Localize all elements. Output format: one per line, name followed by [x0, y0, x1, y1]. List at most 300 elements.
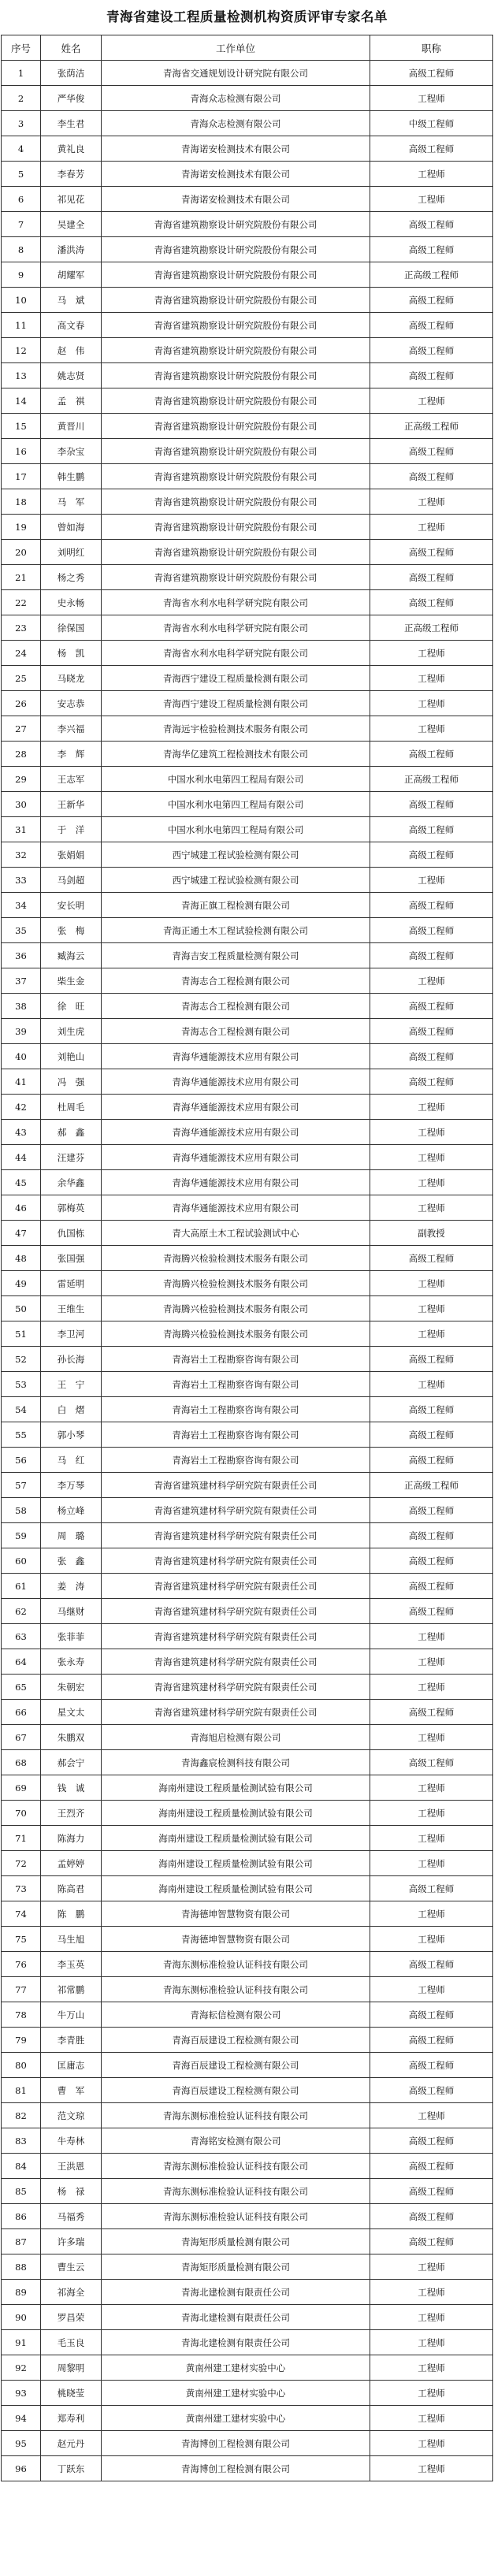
table-row: [2, 2456, 493, 2481]
cell-name: 姚志贤: [41, 363, 102, 388]
document-title: 青海省建设工程质量检测机构资质评审专家名单: [106, 9, 388, 24]
cell-name: 陈 鹏: [41, 1901, 102, 1927]
table-row: [2, 918, 493, 943]
cell-title: 高级工程师: [370, 1574, 493, 1599]
header-title: 职称: [370, 35, 493, 61]
cell-employer: 青海腾兴检验检测技术服务有限公司: [102, 1296, 370, 1321]
cell-title: 高级工程师: [370, 1750, 493, 1775]
table-row: [2, 641, 493, 666]
cell-employer: 青海省建筑勘察设计研究院股份有限公司: [102, 212, 370, 237]
cell-title: 高级工程师: [370, 464, 493, 489]
cell-index: 87: [2, 2229, 41, 2254]
table-row: [2, 1649, 493, 1675]
cell-title: 高级工程师: [370, 2179, 493, 2204]
cell-name: 吴建全: [41, 212, 102, 237]
cell-name: 郭梅英: [41, 1195, 102, 1221]
cell-index: 42: [2, 1095, 41, 1120]
cell-name: 马剑超: [41, 868, 102, 893]
cell-name: 李青胜: [41, 2028, 102, 2053]
table-row: [2, 1675, 493, 1700]
cell-employer: 青海华通能源技术应用有限公司: [102, 1145, 370, 1170]
cell-name: 马生旭: [41, 1927, 102, 1952]
table-row: [2, 1145, 493, 1170]
cell-title: 高级工程师: [370, 918, 493, 943]
cell-index: 1: [2, 61, 41, 86]
cell-name: 安长明: [41, 893, 102, 918]
cell-index: 14: [2, 388, 41, 414]
cell-employer: 青海诺安检测技术有限公司: [102, 162, 370, 187]
cell-title: 工程师: [370, 1372, 493, 1397]
table-row: [2, 1448, 493, 1473]
table-header-row: [2, 35, 493, 61]
table-row: [2, 2406, 493, 2431]
cell-index: 22: [2, 590, 41, 615]
cell-employer: 中国水利水电第四工程局有限公司: [102, 767, 370, 792]
cell-title: 高级工程师: [370, 817, 493, 842]
cell-title: 工程师: [370, 641, 493, 666]
table-row: [2, 2254, 493, 2280]
cell-index: 57: [2, 1473, 41, 1498]
cell-index: 12: [2, 338, 41, 363]
cell-title: 工程师: [370, 1095, 493, 1120]
cell-name: 朱鹏双: [41, 1725, 102, 1750]
table-row: [2, 1095, 493, 1120]
table-row: [2, 2381, 493, 2406]
cell-index: 95: [2, 2431, 41, 2456]
cell-name: 范文琼: [41, 2103, 102, 2128]
cell-index: 11: [2, 313, 41, 338]
cell-employer: 青海省水利水电科学研究院有限公司: [102, 641, 370, 666]
cell-index: 90: [2, 2305, 41, 2330]
cell-name: 罗昌荣: [41, 2305, 102, 2330]
cell-name: 史永畅: [41, 590, 102, 615]
cell-title: 高级工程师: [370, 1498, 493, 1523]
cell-title: 工程师: [370, 1901, 493, 1927]
cell-index: 52: [2, 1347, 41, 1372]
table-row: [2, 615, 493, 641]
cell-title: 工程师: [370, 1675, 493, 1700]
cell-index: 66: [2, 1700, 41, 1725]
cell-title: 工程师: [370, 2330, 493, 2355]
cell-name: 钱 诚: [41, 1775, 102, 1801]
cell-name: 祁常鹏: [41, 1977, 102, 2002]
cell-name: 杜周毛: [41, 1095, 102, 1120]
cell-name: 陈海力: [41, 1826, 102, 1851]
table-row: [2, 1372, 493, 1397]
cell-title: 工程师: [370, 2280, 493, 2305]
cell-name: 曹生云: [41, 2254, 102, 2280]
cell-title: 高级工程师: [370, 1044, 493, 1069]
cell-employer: 青海腾兴检验检测技术服务有限公司: [102, 1271, 370, 1296]
cell-title: 正高级工程师: [370, 1473, 493, 1498]
cell-index: 75: [2, 1927, 41, 1952]
cell-employer: 青海华通能源技术应用有限公司: [102, 1195, 370, 1221]
cell-index: 10: [2, 288, 41, 313]
cell-index: 35: [2, 918, 41, 943]
cell-index: 29: [2, 767, 41, 792]
cell-title: 正高级工程师: [370, 615, 493, 641]
table-row: [2, 1296, 493, 1321]
cell-index: 32: [2, 842, 41, 868]
table-row: [2, 1246, 493, 1271]
cell-name: 王烈齐: [41, 1801, 102, 1826]
cell-title: 工程师: [370, 86, 493, 111]
table-row: [2, 187, 493, 212]
table-row: [2, 489, 493, 515]
table-row: [2, 1927, 493, 1952]
cell-title: 高级工程师: [370, 61, 493, 86]
cell-name: 张菲菲: [41, 1624, 102, 1649]
cell-employer: 青海省建筑建材科学研究院有限责任公司: [102, 1675, 370, 1700]
cell-index: 81: [2, 2078, 41, 2103]
cell-name: 张国强: [41, 1246, 102, 1271]
cell-name: 赵 伟: [41, 338, 102, 363]
cell-title: 工程师: [370, 1801, 493, 1826]
cell-name: 郭小琴: [41, 1422, 102, 1448]
cell-title: 高级工程师: [370, 1019, 493, 1044]
cell-title: 高级工程师: [370, 1347, 493, 1372]
cell-index: 73: [2, 1876, 41, 1901]
cell-index: 77: [2, 1977, 41, 2002]
cell-title: 副教授: [370, 1221, 493, 1246]
cell-title: 高级工程师: [370, 2229, 493, 2254]
cell-title: 正高级工程师: [370, 414, 493, 439]
table-row: [2, 2431, 493, 2456]
table-row: [2, 1523, 493, 1548]
cell-name: 曹 军: [41, 2078, 102, 2103]
cell-title: 工程师: [370, 1624, 493, 1649]
cell-title: 高级工程师: [370, 1246, 493, 1271]
cell-index: 70: [2, 1801, 41, 1826]
cell-employer: 青海省建筑勘察设计研究院股份有限公司: [102, 262, 370, 288]
cell-employer: 青海省建筑建材科学研究院有限责任公司: [102, 1649, 370, 1675]
cell-employer: 青海东测标准检验认证科技有限公司: [102, 2103, 370, 2128]
cell-employer: 青海省建筑建材科学研究院有限责任公司: [102, 1523, 370, 1548]
table-row: [2, 1624, 493, 1649]
cell-title: 工程师: [370, 2254, 493, 2280]
cell-title: 高级工程师: [370, 237, 493, 262]
cell-employer: 青海华亿建筑工程检测技术有限公司: [102, 742, 370, 767]
cell-title: 工程师: [370, 2103, 493, 2128]
cell-title: 高级工程师: [370, 994, 493, 1019]
cell-name: 李生君: [41, 111, 102, 136]
cell-title: 工程师: [370, 2381, 493, 2406]
table-row: [2, 1195, 493, 1221]
cell-name: 郝会宁: [41, 1750, 102, 1775]
cell-index: 58: [2, 1498, 41, 1523]
cell-index: 43: [2, 1120, 41, 1145]
cell-title: 高级工程师: [370, 1523, 493, 1548]
cell-index: 41: [2, 1069, 41, 1095]
cell-title: 工程师: [370, 1271, 493, 1296]
table-row: [2, 1599, 493, 1624]
cell-name: 祁海全: [41, 2280, 102, 2305]
table-row: [2, 86, 493, 111]
cell-name: 李杂宝: [41, 439, 102, 464]
table-row: [2, 2204, 493, 2229]
table-row: [2, 162, 493, 187]
cell-employer: 青海旭启检测有限公司: [102, 1725, 370, 1750]
cell-employer: 青海东测标准检验认证科技有限公司: [102, 2154, 370, 2179]
table-row: [2, 338, 493, 363]
table-row: [2, 968, 493, 994]
cell-index: 88: [2, 2254, 41, 2280]
cell-index: 7: [2, 212, 41, 237]
cell-title: 高级工程师: [370, 792, 493, 817]
table-row: [2, 1876, 493, 1901]
cell-employer: 中国水利水电第四工程局有限公司: [102, 817, 370, 842]
cell-name: 王 宁: [41, 1372, 102, 1397]
cell-name: 祁见花: [41, 187, 102, 212]
cell-employer: 青海东测标准检验认证科技有限公司: [102, 1952, 370, 1977]
cell-title: 高级工程师: [370, 1069, 493, 1095]
cell-name: 星文太: [41, 1700, 102, 1725]
cell-employer: 青海华通能源技术应用有限公司: [102, 1120, 370, 1145]
cell-name: 王新华: [41, 792, 102, 817]
cell-title: 工程师: [370, 489, 493, 515]
table-row: [2, 1952, 493, 1977]
table-row: [2, 1397, 493, 1422]
cell-employer: 青海省建筑建材科学研究院有限责任公司: [102, 1624, 370, 1649]
cell-title: 高级工程师: [370, 2028, 493, 2053]
cell-title: 工程师: [370, 515, 493, 540]
table-row: [2, 439, 493, 464]
cell-name: 郝 鑫: [41, 1120, 102, 1145]
cell-employer: 青海省建筑勘察设计研究院股份有限公司: [102, 489, 370, 515]
cell-name: 马 红: [41, 1448, 102, 1473]
cell-title: 工程师: [370, 187, 493, 212]
cell-name: 杨立峰: [41, 1498, 102, 1523]
cell-title: 工程师: [370, 162, 493, 187]
cell-employer: 青海诺安检测技术有限公司: [102, 187, 370, 212]
cell-name: 李万琴: [41, 1473, 102, 1498]
cell-employer: 青海东测标准检验认证科技有限公司: [102, 2179, 370, 2204]
table-row: [2, 540, 493, 565]
cell-name: 李玉英: [41, 1952, 102, 1977]
cell-employer: 青海远宇检验检测技术服务有限公司: [102, 716, 370, 742]
table-row: [2, 1120, 493, 1145]
table-row: [2, 136, 493, 162]
cell-title: 正高级工程师: [370, 262, 493, 288]
cell-employer: 青海华通能源技术应用有限公司: [102, 1069, 370, 1095]
cell-name: 许多瑞: [41, 2229, 102, 2254]
table-row: [2, 565, 493, 590]
cell-index: 82: [2, 2103, 41, 2128]
cell-employer: 青海东测标准检验认证科技有限公司: [102, 2204, 370, 2229]
cell-index: 78: [2, 2002, 41, 2028]
table-row: [2, 1069, 493, 1095]
cell-index: 83: [2, 2128, 41, 2154]
cell-index: 71: [2, 1826, 41, 1851]
cell-name: 赵元丹: [41, 2431, 102, 2456]
table-row: [2, 2229, 493, 2254]
cell-index: 27: [2, 716, 41, 742]
cell-employer: 青海省建筑勘察设计研究院股份有限公司: [102, 540, 370, 565]
cell-title: 工程师: [370, 868, 493, 893]
cell-employer: 青海华通能源技术应用有限公司: [102, 1044, 370, 1069]
cell-name: 韩生鹏: [41, 464, 102, 489]
cell-title: 工程师: [370, 1649, 493, 1675]
table-row: [2, 842, 493, 868]
cell-name: 马晓龙: [41, 666, 102, 691]
table-row: [2, 1826, 493, 1851]
header-name: 姓名: [41, 35, 102, 61]
cell-index: 59: [2, 1523, 41, 1548]
cell-name: 安志恭: [41, 691, 102, 716]
cell-title: 高级工程师: [370, 742, 493, 767]
cell-employer: 青海省建筑建材科学研究院有限责任公司: [102, 1599, 370, 1624]
cell-index: 30: [2, 792, 41, 817]
cell-name: 余华鑫: [41, 1170, 102, 1195]
cell-employer: 青海耘信检测有限公司: [102, 2002, 370, 2028]
cell-name: 马 斌: [41, 288, 102, 313]
cell-title: 工程师: [370, 2456, 493, 2481]
table-row: [2, 994, 493, 1019]
cell-title: 工程师: [370, 1145, 493, 1170]
table-row: [2, 1977, 493, 2002]
cell-name: 刘明红: [41, 540, 102, 565]
cell-title: 高级工程师: [370, 2204, 493, 2229]
cell-employer: 青海德坤智慧物资有限公司: [102, 1927, 370, 1952]
cell-title: 高级工程师: [370, 2002, 493, 2028]
cell-employer: 青海岩土工程勘察咨询有限公司: [102, 1448, 370, 1473]
cell-name: 毛玉良: [41, 2330, 102, 2355]
cell-employer: 海南州建设工程质量检测试验有限公司: [102, 1826, 370, 1851]
table-row: [2, 2078, 493, 2103]
cell-index: 33: [2, 868, 41, 893]
cell-title: 高级工程师: [370, 1876, 493, 1901]
cell-name: 杨 禄: [41, 2179, 102, 2204]
table-row: [2, 1700, 493, 1725]
cell-index: 86: [2, 2204, 41, 2229]
cell-title: 正高级工程师: [370, 767, 493, 792]
table-row: [2, 288, 493, 313]
table-row: [2, 111, 493, 136]
cell-employer: 青大高原土木工程试验测试中心: [102, 1221, 370, 1246]
cell-name: 李春芳: [41, 162, 102, 187]
cell-index: 2: [2, 86, 41, 111]
table-row: [2, 2128, 493, 2154]
cell-index: 47: [2, 1221, 41, 1246]
cell-title: 工程师: [370, 1775, 493, 1801]
cell-title: 高级工程师: [370, 893, 493, 918]
cell-index: 18: [2, 489, 41, 515]
cell-title: 工程师: [370, 1120, 493, 1145]
cell-employer: 青海省水利水电科学研究院有限公司: [102, 615, 370, 641]
cell-employer: 青海省建筑建材科学研究院有限责任公司: [102, 1548, 370, 1574]
table-row: [2, 515, 493, 540]
cell-index: 80: [2, 2053, 41, 2078]
cell-employer: 黄南州建工建材实验中心: [102, 2355, 370, 2381]
cell-index: 49: [2, 1271, 41, 1296]
table-row: [2, 2305, 493, 2330]
table-row: [2, 1775, 493, 1801]
cell-name: 刘艳山: [41, 1044, 102, 1069]
table-row: [2, 2103, 493, 2128]
cell-employer: 青海省交通规划设计研究院有限公司: [102, 61, 370, 86]
cell-index: 55: [2, 1422, 41, 1448]
cell-employer: 青海北建检测有限责任公司: [102, 2280, 370, 2305]
table-row: [2, 1019, 493, 1044]
table-row: [2, 1221, 493, 1246]
table-row: [2, 792, 493, 817]
cell-title: 工程师: [370, 691, 493, 716]
cell-index: 38: [2, 994, 41, 1019]
cell-index: 21: [2, 565, 41, 590]
cell-index: 39: [2, 1019, 41, 1044]
cell-index: 54: [2, 1397, 41, 1422]
cell-title: 高级工程师: [370, 1548, 493, 1574]
cell-name: 黄礼良: [41, 136, 102, 162]
cell-title: 工程师: [370, 716, 493, 742]
cell-title: 高级工程师: [370, 363, 493, 388]
cell-employer: 青海西宁建设工程质量检测有限公司: [102, 666, 370, 691]
cell-name: 牛万山: [41, 2002, 102, 2028]
cell-title: 高级工程师: [370, 1448, 493, 1473]
cell-name: 孟婷婷: [41, 1851, 102, 1876]
cell-employer: 青海志合工程检测有限公司: [102, 994, 370, 1019]
cell-index: 67: [2, 1725, 41, 1750]
cell-name: 仇国栋: [41, 1221, 102, 1246]
cell-index: 76: [2, 1952, 41, 1977]
table-row: [2, 2330, 493, 2355]
cell-employer: 青海岩土工程勘察咨询有限公司: [102, 1422, 370, 1448]
cell-index: 74: [2, 1901, 41, 1927]
cell-index: 37: [2, 968, 41, 994]
cell-index: 84: [2, 2154, 41, 2179]
table-row: [2, 2154, 493, 2179]
header-index: 序号: [2, 35, 41, 61]
cell-index: 31: [2, 817, 41, 842]
cell-employer: 黄南州建工建材实验中心: [102, 2381, 370, 2406]
cell-index: 19: [2, 515, 41, 540]
cell-index: 92: [2, 2355, 41, 2381]
cell-index: 20: [2, 540, 41, 565]
cell-index: 62: [2, 1599, 41, 1624]
cell-title: 工程师: [370, 1195, 493, 1221]
cell-index: 17: [2, 464, 41, 489]
table-row: [2, 868, 493, 893]
cell-employer: 西宁城建工程试验检测有限公司: [102, 868, 370, 893]
cell-title: 工程师: [370, 1826, 493, 1851]
cell-index: 5: [2, 162, 41, 187]
cell-employer: 青海众志检测有限公司: [102, 86, 370, 111]
cell-title: 高级工程师: [370, 540, 493, 565]
cell-employer: 青海百辰建设工程检测有限公司: [102, 2053, 370, 2078]
cell-title: 高级工程师: [370, 2078, 493, 2103]
cell-name: 严华俊: [41, 86, 102, 111]
cell-name: 匡庸志: [41, 2053, 102, 2078]
cell-employer: 青海博创工程检测有限公司: [102, 2431, 370, 2456]
cell-employer: 青海岩土工程勘察咨询有限公司: [102, 1347, 370, 1372]
table-row: [2, 716, 493, 742]
cell-name: 高文春: [41, 313, 102, 338]
cell-name: 孙长海: [41, 1347, 102, 1372]
table-row: [2, 1170, 493, 1195]
cell-index: 64: [2, 1649, 41, 1675]
cell-employer: 青海省建筑勘察设计研究院股份有限公司: [102, 515, 370, 540]
cell-index: 69: [2, 1775, 41, 1801]
cell-name: 牛寿林: [41, 2128, 102, 2154]
cell-employer: 青海省建筑建材科学研究院有限责任公司: [102, 1473, 370, 1498]
cell-title: 工程师: [370, 2355, 493, 2381]
cell-title: 高级工程师: [370, 136, 493, 162]
cell-title: 工程师: [370, 1170, 493, 1195]
cell-index: 36: [2, 943, 41, 968]
cell-title: 工程师: [370, 2431, 493, 2456]
table-row: [2, 1321, 493, 1347]
cell-title: 高级工程师: [370, 338, 493, 363]
